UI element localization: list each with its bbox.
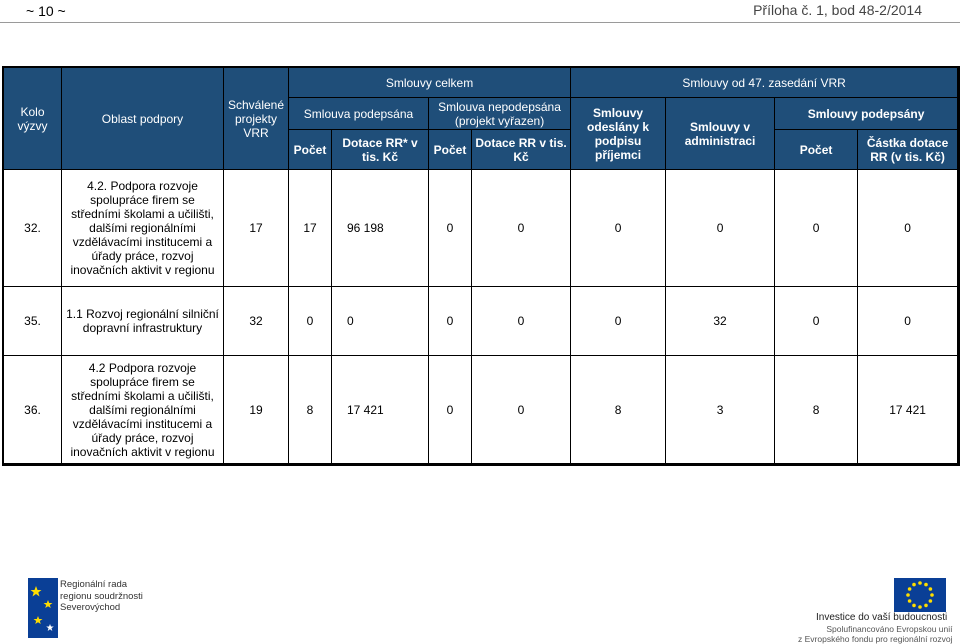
row-value: 8 [571,356,666,464]
col-oblast-header: Oblast podpory [62,68,224,170]
dotace-star-header: Dotace RR* v tis. Kč [332,130,429,170]
row-value: 0 [472,287,571,356]
row-value: 17 [289,170,332,287]
row-value: 19 [224,356,289,464]
row-value: 0 [289,287,332,356]
odeslany-header: Smlouvy odeslány k podpisu příjemci [571,98,666,170]
row-value: 0 [429,356,472,464]
row-value: 32 [224,287,289,356]
row-value: 8 [775,356,858,464]
table-row [4,287,958,356]
logo-line: regionu soudržnosti [60,591,143,603]
row-value: 0 [666,170,775,287]
table-row [4,356,958,464]
table-row [4,170,958,287]
row-value: 32 [666,287,775,356]
eu-slogan: Investice do vaší budoucnosti [816,612,947,623]
row-oblast: 4.2 Podpora rozvoje spolupráce firem se středními školami a učilišti, dalšími regionálními vzdělávacími institucemi a úřady práce, rozvoj inovačních aktivit v regionu [62,356,224,464]
castka-header: Částka dotace RR (v tis. Kč) [858,130,958,170]
smlouvy-od-47-header: Smlouvy od 47. zasedání VRR [571,68,958,98]
eu-flag-icon [894,578,946,612]
eu-cofinancing [798,625,953,644]
row-value: 0 [858,287,958,356]
row-oblast: 1.1 Rozvoj regionální silniční dopravní infrastruktury [62,287,224,356]
contracts-table [3,67,958,464]
eu-stars-icon [28,578,58,638]
row-value: 0 [858,170,958,287]
logo-line: Regionální rada [60,579,143,591]
row-value: 0 [775,170,858,287]
administraci-header: Smlouvy v administraci [666,98,775,170]
row-value: 17 [224,170,289,287]
row-value: 8 [289,356,332,464]
podepsany-header: Smlouvy podepsány [775,98,958,130]
row-value: 0 [775,287,858,356]
row-kolo: 36. [4,356,62,464]
logo-line: Severovýchod [60,602,143,614]
row-value: 96 198 [332,170,429,287]
eu-sub-line: Spolufinancováno Evropskou unií [798,625,953,635]
row-value: 0 [571,170,666,287]
pocet-nepodepsana-header: Počet [429,130,472,170]
row-value: 0 [429,170,472,287]
row-value: 0 [332,287,429,356]
smlouva-podepsana-header: Smlouva podepsána [289,98,429,130]
smlouvy-celkem-header: Smlouvy celkem [289,68,571,98]
row-value: 0 [472,170,571,287]
regional-council-text [60,579,143,614]
row-value: 3 [666,356,775,464]
row-value: 17 421 [332,356,429,464]
page-number: ~ 10 ~ [26,3,66,19]
col-kolo-header: Kolo výzvy [4,68,62,170]
pocet-podepsany-header: Počet [775,130,858,170]
smlouva-nepodepsana-header: Smlouva nepodepsána (projekt vyřazen) [429,98,571,130]
eu-fund-logo [790,578,960,643]
row-value: 0 [472,356,571,464]
header-rule [0,22,960,23]
annex-reference: Příloha č. 1, bod 48-2/2014 [753,2,922,18]
row-value: 0 [571,287,666,356]
row-oblast: 4.2. Podpora rozvoje spolupráce firem se středními školami a učilišti, dalšími regionálními vzdělávacími institucemi a úřady práce, rozvoj inovačních aktivit v regionu [62,170,224,287]
row-value: 17 421 [858,356,958,464]
row-kolo: 32. [4,170,62,287]
dotace-header: Dotace RR v tis. Kč [472,130,571,170]
col-schvalene-header: Schválené projekty VRR [224,68,289,170]
regional-council-logo [28,578,228,638]
row-value: 0 [429,287,472,356]
pocet-podepsana-header: Počet [289,130,332,170]
row-kolo: 35. [4,287,62,356]
eu-sub-line: z Evropského fondu pro regionální rozvoj [798,635,953,644]
